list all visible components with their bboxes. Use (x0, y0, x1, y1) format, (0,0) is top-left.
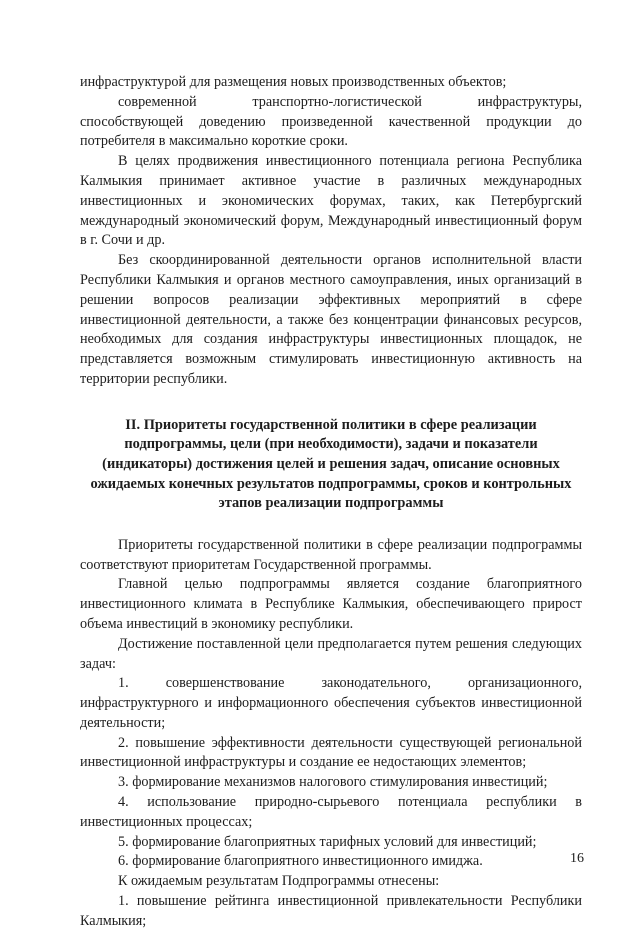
task-item-5: 5. формирование благоприятных тарифных условий для инвестиций; (118, 833, 537, 850)
task-item-3: 3. формирование механизмов налогового стимулирования инвестиций; (118, 774, 548, 791)
paragraph-main-goal: Главной целью подпрограммы является создание благоприятного инвестиционного климата в Республике Калмыкия, обеспечивающего прирост объема инвестиций в экономику республики. (80, 576, 582, 632)
paragraph-top-2: современной транспортно-логистической инфраструктуры, способствующей доведению произведенной качественной продукции до потребителя в максимально короткие сроки. (80, 93, 582, 150)
paragraph-top-1: инфраструктурой для размещения новых производственных объектов; (80, 74, 507, 90)
task-item-4: 4. использование природно-сырьевого потенциала республики в инвестиционных процессах; (80, 794, 582, 830)
paragraph-results-intro: К ожидаемым результатам Подпрограммы отнесены: (118, 873, 440, 890)
section-heading: II. Приоритеты государственной политики в сфере реализации подпрограммы, цели (при необходимости), задачи и показатели (индикаторы) достижения целей и решения задач, описание основных ожидаемых конечных результатов подпрограммы, сроков и контрольных этапов реализации подпрограммы (90, 416, 572, 512)
paragraph-priorities: Приоритеты государственной политики в сфере реализации подпрограммы соответствуют приоритетам Государственной программы. (80, 536, 582, 573)
paragraph-tasks-intro: Достижение поставленной цели предполагается путем решения следующих задач: (80, 635, 582, 672)
task-item-2: 2. повышение эффективности деятельности существующей региональной инвестиционной инфраструктуры и создание ее недостающих элементов; (80, 734, 582, 771)
text-body (80, 73, 582, 932)
task-item-6: 6. формирование благоприятного инвестиционного имиджа. (118, 853, 483, 870)
task-item-1: 1. совершенствование законодательного, организационного, инфраструктурного и информационного обеспечения субъектов инвестиционной деятельности; (80, 675, 582, 731)
page-number: 16 (570, 851, 584, 866)
paragraph-top-4: Без скоординированной деятельности органов исполнительной власти Республики Калмыкия и органов местного самоуправления, иных организаций в решении вопросов реализации эффективных мероприятий в сфере инвестиционной деятельности, а также без концентрации финансовых ресурсов, необходимых для создания инфраструктуры инвестиционных площадок, не представляется возможным стимулировать инвестиционную активность на территории республики. (80, 252, 582, 387)
paragraph-top-3: В целях продвижения инвестиционного потенциала региона Республика Калмыкия принимает активное участие в различных международных инвестиционных и экономических форумах, таких, как Петербургский международный экономический форум, Международный инвестиционный форум в г. Сочи и др. (80, 153, 582, 249)
result-item-1: 1. повышение рейтинга инвестиционной привлекательности Республики Калмыкия; (80, 893, 582, 929)
